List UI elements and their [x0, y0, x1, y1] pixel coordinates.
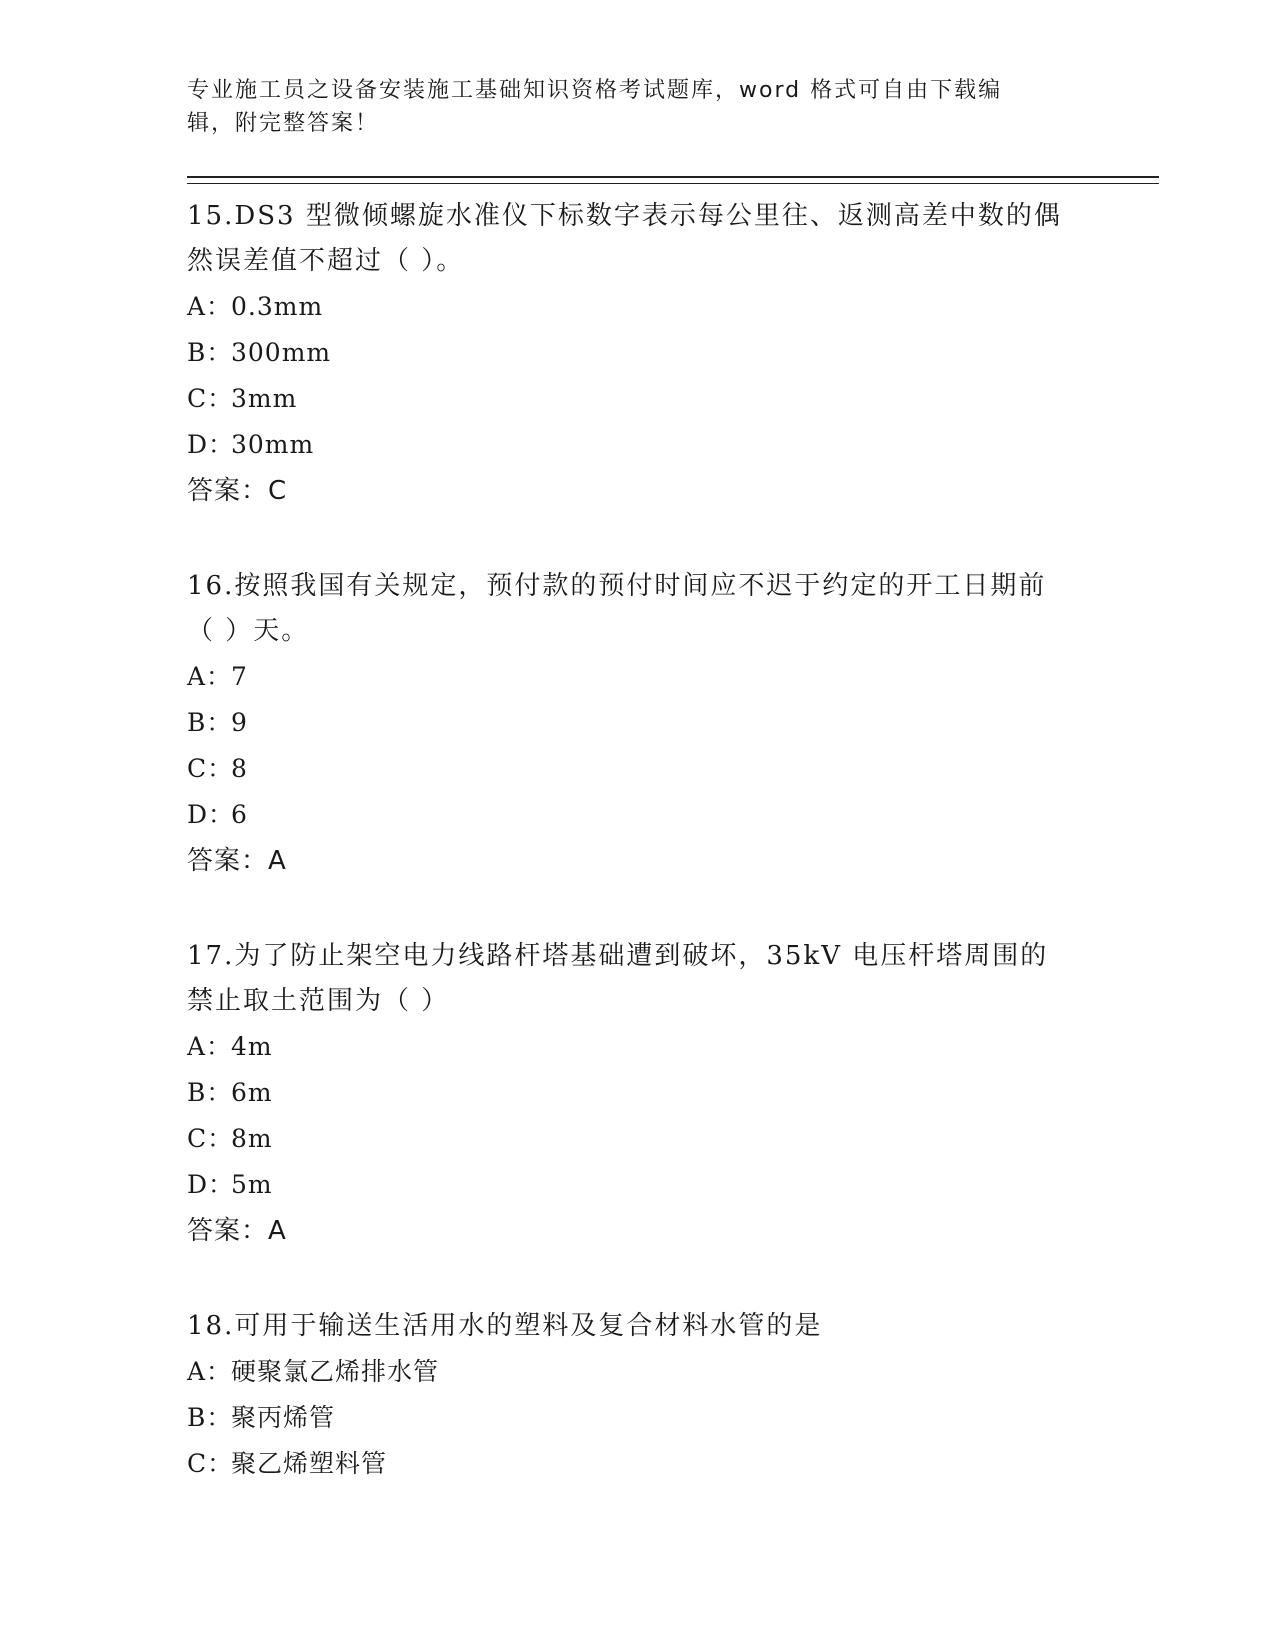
option-text: 5m [231, 1170, 273, 1199]
option-letter: B： [187, 1403, 233, 1432]
option-letter: A： [187, 292, 233, 321]
option-letter: A： [187, 1032, 233, 1061]
option-text: 8m [231, 1124, 273, 1153]
option-c [187, 1441, 1167, 1487]
option-d [187, 792, 1167, 838]
answer-line: 答案：C [187, 476, 288, 506]
question-stem: 18.可用于输送生活用水的塑料及复合材料水管的是 [187, 1311, 823, 1341]
option-a [187, 654, 1167, 700]
question-17 [187, 934, 1167, 1254]
question-stem: 15.DS3 型微倾螺旋水准仪下标数字表示每公里往、返测高差中数的偶然误差值不超过（ ）。 [187, 201, 1062, 276]
option-letter: B： [187, 1078, 233, 1107]
option-letter: C： [187, 384, 234, 413]
option-text: 4m [231, 1032, 273, 1061]
option-b [187, 330, 1167, 376]
option-letter: B： [187, 708, 233, 737]
header-divider [187, 176, 1159, 184]
option-text: 3mm [231, 384, 298, 413]
option-text: 30mm [231, 430, 315, 459]
option-letter: C： [187, 1124, 234, 1153]
option-letter: A： [187, 662, 233, 691]
option-text: 300mm [231, 338, 332, 367]
option-text: 0.3mm [231, 292, 324, 321]
option-b [187, 700, 1167, 746]
option-b [187, 1395, 1167, 1441]
option-b [187, 1070, 1167, 1116]
option-letter: D： [187, 800, 235, 829]
option-text: 7 [231, 662, 248, 691]
option-a [187, 1349, 1167, 1395]
option-text: 聚丙烯管 [231, 1403, 336, 1432]
option-text: 聚乙烯塑料管 [231, 1449, 388, 1478]
option-letter: A： [187, 1357, 233, 1386]
question-15 [187, 194, 1167, 514]
option-text: 6 [231, 800, 248, 829]
option-letter: B： [187, 338, 233, 367]
document-page [187, 74, 1167, 1487]
option-d [187, 1162, 1167, 1208]
option-c [187, 376, 1167, 422]
option-text: 硬聚氯乙烯排水管 [231, 1357, 440, 1386]
answer-line: 答案：A [187, 846, 287, 876]
option-text: 6m [231, 1078, 273, 1107]
document-header: 专业施工员之设备安装施工基础知识资格考试题库，word 格式可自由下载编辑，附完整答案！ [187, 78, 1003, 136]
option-a [187, 1024, 1167, 1070]
option-c [187, 1116, 1167, 1162]
option-letter: D： [187, 430, 235, 459]
question-stem: 17.为了防止架空电力线路杆塔基础遭到破坏，35kV 电压杆塔周围的禁止取土范围为（ ） [187, 941, 1049, 1016]
option-c [187, 746, 1167, 792]
option-d [187, 422, 1167, 468]
question-18 [187, 1304, 1167, 1487]
option-text: 8 [231, 754, 248, 783]
question-16 [187, 564, 1167, 884]
option-letter: C： [187, 1449, 234, 1478]
option-letter: D： [187, 1170, 235, 1199]
option-text: 9 [231, 708, 248, 737]
question-stem: 16.按照我国有关规定，预付款的预付时间应不迟于约定的开工日期前（ ）天。 [187, 571, 1047, 646]
option-letter: C： [187, 754, 234, 783]
option-a [187, 284, 1167, 330]
answer-line: 答案：A [187, 1216, 287, 1246]
